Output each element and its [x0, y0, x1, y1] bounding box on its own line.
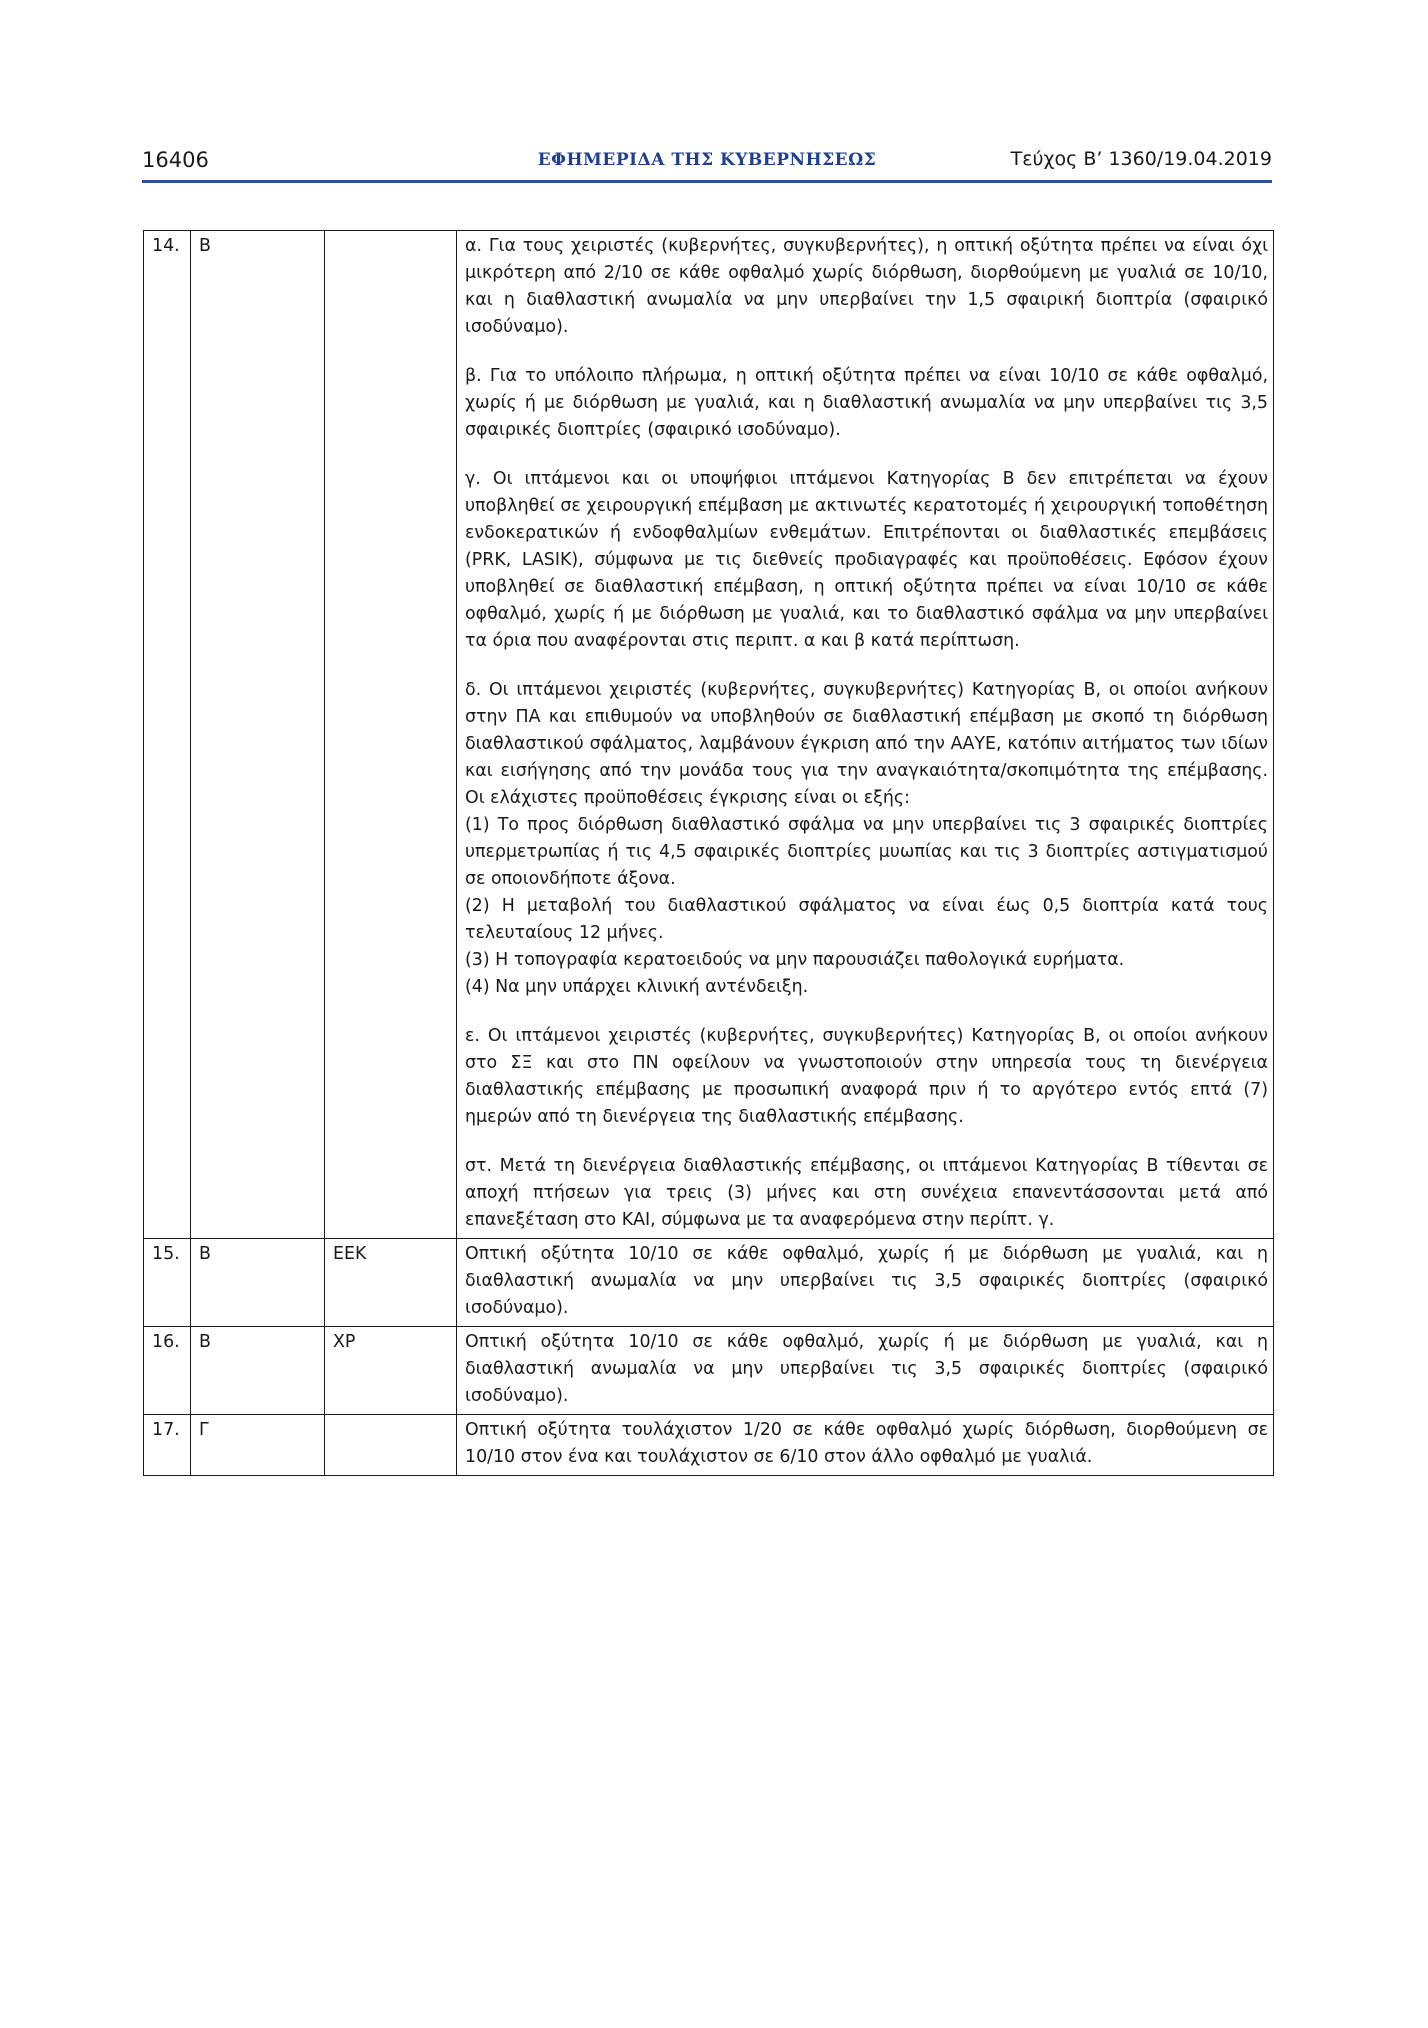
table-row: [144, 1239, 1274, 1327]
issue-reference: Τεύχος Β’ 1360/19.04.2019: [1010, 148, 1272, 170]
row-number-cell: 16.: [144, 1327, 191, 1415]
requirement-paragraph: α. Για τους χειριστές (κυβερνήτες, συγκυβερνήτες), η οπτική οξύτητα πρέπει να είναι όχι μικρότερη από 2/10 σε κάθε οφθαλμό χωρίς διόρθωση, διορθούμενη με γυαλιά σε 10/10, και η διαθλαστική ανωμαλία να μην υπερβαίνει την 1,5 σφαιρική διοπτρία (σφαιρικό ισοδύναμο).: [465, 236, 1268, 337]
page-header: [142, 148, 1272, 180]
row-number-cell: 15.: [144, 1239, 191, 1327]
requirement-line: (1) Το προς διόρθωση διαθλαστικό σφάλμα να μην υπερβαίνει τις 3 σφαιρικές διοπτρίες υπερμετρωπίας ή τις 4,5 σφαιρικές διοπτρίες μυωπίας και τις 3 διοπτρίες αστιγματισμού σε οποιονδήποτε άξονα.: [465, 815, 1268, 889]
requirement-text-cell: [457, 1415, 1274, 1476]
requirement-text-cell: [457, 1239, 1274, 1327]
header-rule: [142, 180, 1272, 183]
requirement-paragraph: Οπτική οξύτητα τουλάχιστον 1/20 σε κάθε οφθαλμό χωρίς διόρθωση, διορθούμενη σε 10/10 στον ένα και τουλάχιστον σε 6/10 στον άλλο οφθαλμό με γυαλιά.: [465, 1420, 1268, 1467]
requirement-paragraph: Οπτική οξύτητα 10/10 σε κάθε οφθαλμό, χωρίς ή με διόρθωση με γυαλιά, και η διαθλαστική ανωμαλία να μην υπερβαίνει τις 3,5 σφαιρικές διοπτρίες (σφαιρικό ισοδύναμο).: [465, 1332, 1268, 1406]
code-cell: ΕΕΚ: [325, 1239, 457, 1327]
table-row: [144, 231, 1274, 1239]
requirement-text-cell: [457, 231, 1274, 1239]
page-number: 16406: [142, 148, 209, 172]
table-body: [144, 231, 1274, 1476]
requirement-paragraph: ε. Οι ιπτάμενοι χειριστές (κυβερνήτες, συγκυβερνήτες) Κατηγορίας Β, οι οποίοι ανήκουν στο ΣΞ και στο ΠΝ οφείλουν να γνωστοποιούν στην υπηρεσία τους τη διενέργεια διαθλαστικής επέμβασης με προσωπική αναφορά πριν ή το αργότερο εντός επτά (7) ημερών από τη διενέργεια της διαθλαστικής επέμβασης.: [465, 1026, 1268, 1127]
code-cell: [325, 231, 457, 1239]
requirement-paragraph: στ. Μετά τη διενέργεια διαθλαστικής επέμβασης, οι ιπτάμενοι Κατηγορίας Β τίθενται σε αποχή πτήσεων για τρεις (3) μήνες και στη συνέχεια επανεντάσσονται μετά από επανεξέταση στο ΚΑΙ, σύμφωνα με τα αναφερόμενα στην περίπτ. γ.: [465, 1156, 1268, 1230]
requirement-paragraph: [465, 677, 1268, 1001]
category-cell: Β: [191, 1327, 325, 1415]
gazette-title: ΕΦΗΜΕΡΙΔΑ ΤΗΣ ΚΥΒΕΡΝΗΣΕΩΣ: [537, 150, 877, 170]
requirement-paragraph: γ. Οι ιπτάμενοι και οι υποψήφιοι ιπτάμενοι Κατηγορίας Β δεν επιτρέπεται να έχουν υποβληθεί σε χειρουργική επέμβαση με ακτινωτές κερατοτομές ή χειρουργική τοποθέτηση ενδοκερατικών ή ενδοφθαλμίων ενθεμάτων. Επιτρέπονται οι διαθλαστικές επεμβάσεις (PRK, LASIK), σύμφωνα με τις διεθνείς προδιαγραφές και προϋποθέσεις. Εφόσον έχουν υποβληθεί σε διαθλαστική επέμβαση, η οπτική οξύτητα πρέπει να είναι 10/10 σε κάθε οφθαλμό, χωρίς ή με διόρθωση με γυαλιά, και το διαθλαστικό σφάλμα να μην υπερβαίνει τα όρια που αναφέρονται στις περιπτ. α και β κατά περίπτωση.: [465, 469, 1268, 651]
code-cell: [325, 1415, 457, 1476]
requirement-line: δ. Οι ιπτάμενοι χειριστές (κυβερνήτες, συγκυβερνήτες) Κατηγορίας Β, οι οποίοι ανήκουν στην ΠΑ και επιθυμούν να υποβληθούν σε διαθλαστική επέμβαση με σκοπό τη διόρθωση διαθλαστικού σφάλματος, λαμβάνουν έγκριση από την ΑΑΥΕ, κατόπιν αιτήματος των ιδίων και εισήγησης από την μονάδα τους για την αναγκαιότητα/σκοπιμότητα της επέμβασης. Οι ελάχιστες προϋποθέσεις έγκρισης είναι οι εξής:: [465, 680, 1268, 808]
category-cell: Β: [191, 1239, 325, 1327]
table-row: [144, 1415, 1274, 1476]
code-cell: ΧΡ: [325, 1327, 457, 1415]
row-number-cell: 14.: [144, 231, 191, 1239]
requirement-text-cell: [457, 1327, 1274, 1415]
requirement-line: (3) Η τοπογραφία κερατοειδούς να μην παρουσιάζει παθολογικά ευρήματα.: [465, 950, 1125, 970]
requirement-paragraph: β. Για το υπόλοιπο πλήρωμα, η οπτική οξύτητα πρέπει να είναι 10/10 σε κάθε οφθαλμό, χωρίς ή με διόρθωση με γυαλιά, και η διαθλαστική ανωμαλία να μην υπερβαίνει τις 3,5 σφαιρικές διοπτρίες (σφαιρικό ισοδύναμο).: [465, 366, 1268, 440]
category-cell: Β: [191, 231, 325, 1239]
requirement-paragraph: Οπτική οξύτητα 10/10 σε κάθε οφθαλμό, χωρίς ή με διόρθωση με γυαλιά, και η διαθλαστική ανωμαλία να μην υπερβαίνει τις 3,5 σφαιρικές διοπτρίες (σφαιρικό ισοδύναμο).: [465, 1244, 1268, 1318]
requirements-table: [143, 230, 1274, 1476]
requirement-line: (2) Η μεταβολή του διαθλαστικού σφάλματος να είναι έως 0,5 διοπτρία κατά τους τελευταίους 12 μήνες.: [465, 896, 1268, 943]
requirement-line: (4) Να μην υπάρχει κλινική αντένδειξη.: [465, 977, 809, 997]
row-number-cell: 17.: [144, 1415, 191, 1476]
table-row: [144, 1327, 1274, 1415]
category-cell: Γ: [191, 1415, 325, 1476]
